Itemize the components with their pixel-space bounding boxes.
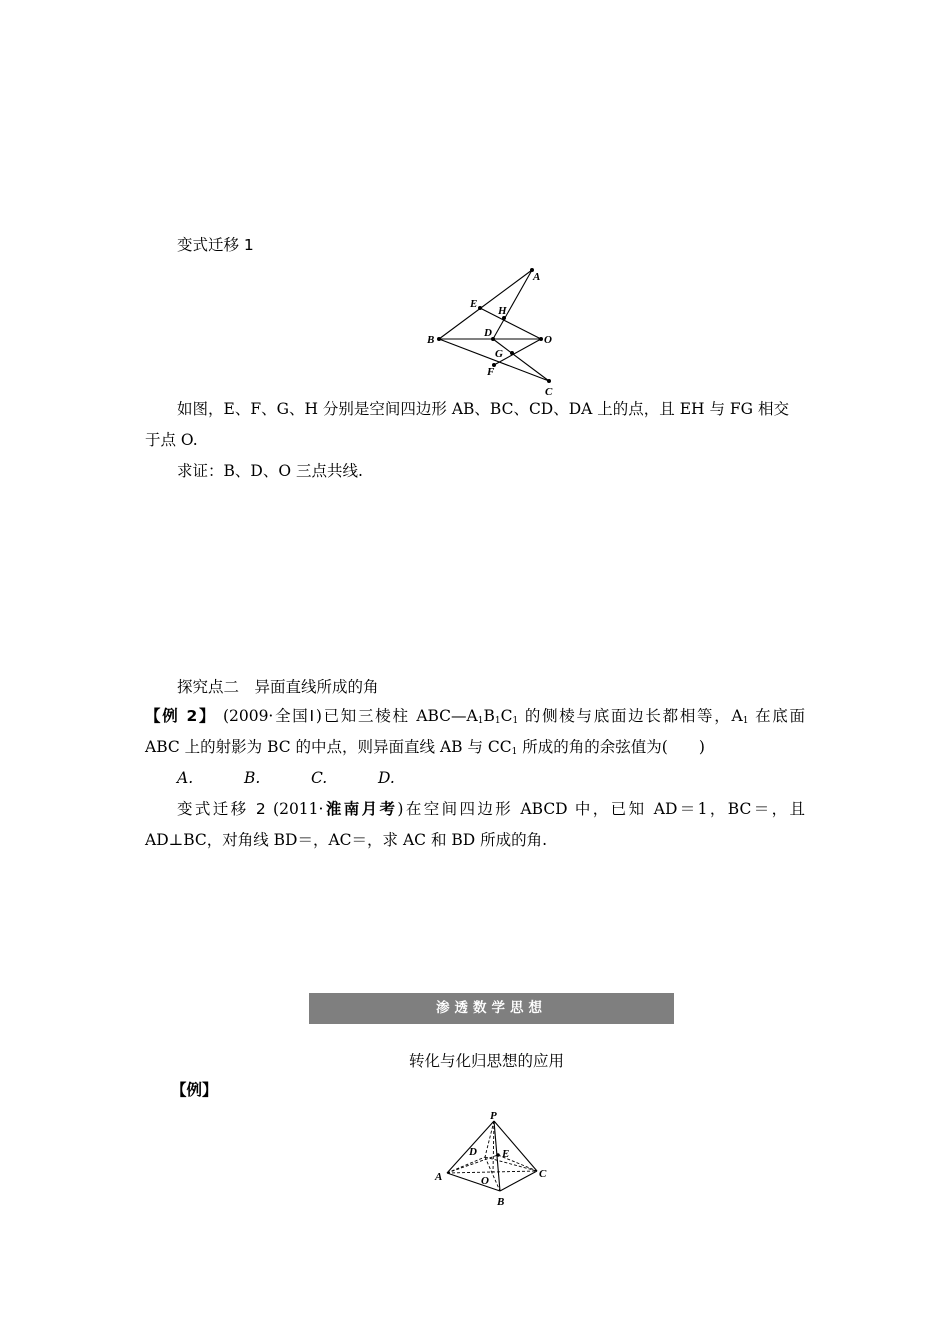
choice-a: A.: [177, 769, 194, 787]
choice-d: D.: [378, 769, 395, 787]
label-B: B: [427, 334, 435, 346]
variant2-heading: 变式迁移 2: [177, 800, 266, 818]
label-D: D: [469, 1146, 477, 1158]
label-C: C: [539, 1168, 547, 1180]
point-G: [510, 351, 514, 355]
point-B: [437, 337, 441, 341]
variant1-line2: 于点 O.: [145, 431, 198, 449]
edge-PC: [494, 1121, 537, 1171]
label-A: A: [435, 1171, 443, 1183]
section-banner: 渗透数学思想: [309, 993, 674, 1024]
label-C: C: [545, 386, 553, 398]
variant1-heading: 变式迁移 1: [177, 236, 254, 254]
label-O: O: [481, 1175, 489, 1187]
example2-tag: 【例 2】: [145, 707, 217, 725]
figure-pyramid: [428, 1108, 558, 1212]
example-tag: 【例】: [171, 1081, 218, 1099]
section2-heading: 探究点二 异面直线所成的角: [177, 678, 379, 696]
figure-quadrilateral: [420, 262, 560, 402]
point-E: [496, 1153, 500, 1157]
variant1-line1: 如图，E、F、G、H 分别是空间四边形 AB、BC、CD、DA 上的点，且 EH 与 FG 相交: [177, 400, 789, 418]
point-O: [539, 337, 543, 341]
variant1-line3: 求证：B、D、O 三点共线.: [177, 462, 363, 480]
label-E: E: [502, 1148, 510, 1160]
label-G: G: [495, 348, 503, 360]
edge-DC: [493, 339, 549, 381]
label-F: F: [487, 366, 495, 378]
choice-b: B.: [244, 769, 261, 787]
label-H: H: [498, 305, 507, 317]
label-E: E: [470, 298, 478, 310]
label-A: A: [533, 271, 541, 283]
label-D: D: [484, 327, 492, 339]
height-PO: [493, 1121, 494, 1172]
edge-AB: [447, 1173, 500, 1191]
variant2-line2: AD⊥BC，对角线 BD＝，AC＝，求 AC 和 BD 所成的角.: [145, 831, 548, 849]
edge-BC: [500, 1171, 537, 1191]
variant2-line1: 变式迁移 2 (2011·淮南月考)在空间四边形 ABCD 中，已知 AD＝1，BC＝，且: [177, 800, 805, 818]
example2-line1: 【例 2】 (2009·全国Ⅰ)已知三棱柱 $ABC—A_1B_1C_1$ 的侧棱与底面边长都相等，$A_1$ 在底面: [145, 707, 806, 726]
label-B: B: [497, 1196, 505, 1208]
example2-line2: ABC 上的射影为 BC 的中点，则异面直线 AB 与 $CC_1$ 所成的角的余弦值为( ): [145, 738, 705, 757]
subtitle: 转化与化归思想的应用: [409, 1052, 565, 1070]
choice-c: C.: [311, 769, 328, 787]
pyramid-solid-edges: [447, 1121, 537, 1191]
point-E: [478, 306, 482, 310]
label-P: P: [490, 1110, 497, 1122]
label-O: O: [544, 334, 552, 346]
point-C: [547, 379, 551, 383]
